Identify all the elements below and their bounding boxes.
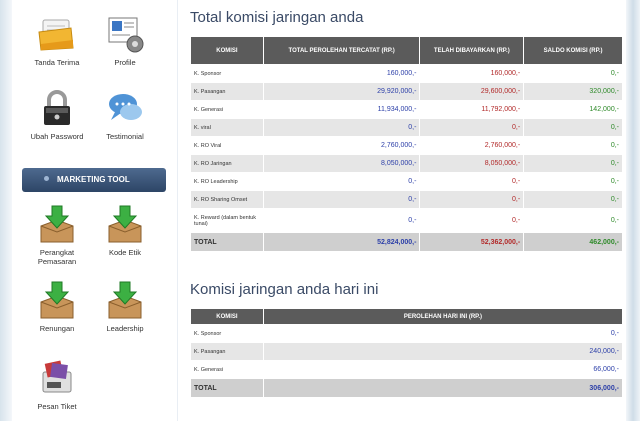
komisi-cell: K. viral bbox=[191, 119, 264, 137]
table-row bbox=[191, 83, 623, 101]
paid-cell: 29,600,000,- bbox=[420, 83, 524, 101]
komisi-cell: K. Pasangan bbox=[191, 343, 264, 361]
today-value-cell: 0,- bbox=[263, 325, 622, 343]
balance-cell: 0,- bbox=[524, 65, 623, 83]
today-value-cell: 66,000,- bbox=[263, 361, 622, 379]
total-label: TOTAL bbox=[191, 233, 264, 252]
paid-cell: 2,760,000,- bbox=[420, 137, 524, 155]
total-cell: 11,934,000,- bbox=[263, 101, 420, 119]
profile-settings-icon bbox=[105, 14, 145, 54]
total-cell: 0,- bbox=[263, 209, 420, 233]
total-row bbox=[191, 379, 623, 398]
komisi-cell: K. Generasi bbox=[191, 101, 264, 119]
total-cell: 2,760,000,- bbox=[263, 137, 420, 155]
komisi-cell: K. Generasi bbox=[191, 361, 264, 379]
balance-cell: 0,- bbox=[524, 209, 623, 233]
leadership-tile[interactable] bbox=[90, 280, 160, 333]
download-box-icon bbox=[37, 204, 77, 244]
main-content bbox=[178, 0, 626, 421]
column-header: KOMISI bbox=[191, 37, 264, 65]
balance-cell: 142,000,- bbox=[524, 101, 623, 119]
komisi-cell: K. RO Leadership bbox=[191, 173, 264, 191]
table-row bbox=[191, 65, 623, 83]
column-header: PEROLEHAN HARI INI (RP.) bbox=[263, 309, 622, 325]
balance-cell: 0,- bbox=[524, 137, 623, 155]
table-row bbox=[191, 343, 623, 361]
balance-cell: 0,- bbox=[524, 191, 623, 209]
paid-cell: 0,- bbox=[420, 119, 524, 137]
total-cell: 160,000,- bbox=[263, 65, 420, 83]
today-value-cell: 306,000,- bbox=[263, 379, 622, 398]
tile-label: Perangkat Pemasaran bbox=[37, 248, 77, 266]
tanda-terima-tile[interactable] bbox=[22, 14, 92, 67]
total-cell: 52,824,000,- bbox=[263, 233, 420, 252]
tile-label: Testimonial bbox=[106, 132, 144, 141]
paid-cell: 11,792,000,- bbox=[420, 101, 524, 119]
marketing-tool-header: MARKETING TOOL bbox=[22, 168, 166, 192]
background-right-decoration bbox=[626, 0, 640, 421]
tile-label: Ubah Password bbox=[30, 132, 84, 141]
total-label: TOTAL bbox=[191, 379, 264, 398]
padlock-icon bbox=[37, 88, 77, 128]
komisi-cell: K. RO Sharing Omset bbox=[191, 191, 264, 209]
profile-tile[interactable] bbox=[90, 14, 160, 67]
total-commission-table bbox=[190, 36, 623, 252]
paid-cell: 160,000,- bbox=[420, 65, 524, 83]
table-row bbox=[191, 361, 623, 379]
balance-cell: 0,- bbox=[524, 155, 623, 173]
total-cell: 0,- bbox=[263, 119, 420, 137]
total-row bbox=[191, 233, 623, 252]
paid-cell: 0,- bbox=[420, 209, 524, 233]
total-cell: 29,920,000,- bbox=[263, 83, 420, 101]
column-header: KOMISI bbox=[191, 309, 264, 325]
today-commission-table bbox=[190, 308, 623, 398]
column-header: TOTAL PEROLEHAN TERCATAT (RP.) bbox=[263, 37, 420, 65]
komisi-cell: K. Pasangan bbox=[191, 83, 264, 101]
table-row bbox=[191, 325, 623, 343]
balance-cell: 0,- bbox=[524, 119, 623, 137]
komisi-cell: K. RO Jaringan bbox=[191, 155, 264, 173]
table-row bbox=[191, 101, 623, 119]
tile-label: Leadership bbox=[106, 324, 144, 333]
komisi-cell: K. Reward (dalam bentuk tunai) bbox=[191, 209, 264, 233]
table-row bbox=[191, 119, 623, 137]
tile-label: Profile bbox=[114, 58, 136, 67]
total-cell: 0,- bbox=[263, 173, 420, 191]
testimonial-tile[interactable] bbox=[90, 88, 160, 141]
balance-cell: 320,000,- bbox=[524, 83, 623, 101]
ubah-password-tile[interactable] bbox=[22, 88, 92, 141]
sidebar bbox=[12, 0, 177, 421]
paid-cell: 52,362,000,- bbox=[420, 233, 524, 252]
table-row bbox=[191, 137, 623, 155]
total-cell: 8,050,000,- bbox=[263, 155, 420, 173]
table-row bbox=[191, 173, 623, 191]
komisi-cell: K. Sponsor bbox=[191, 65, 264, 83]
tile-label: Pesan Tiket bbox=[37, 402, 77, 411]
komisi-cell: K. RO Viral bbox=[191, 137, 264, 155]
tile-label: Renungan bbox=[39, 324, 75, 333]
balance-cell: 462,000,- bbox=[524, 233, 623, 252]
today-value-cell: 240,000,- bbox=[263, 343, 622, 361]
tile-label: Kode Etik bbox=[108, 248, 142, 257]
paid-cell: 8,050,000,- bbox=[420, 155, 524, 173]
chat-bubbles-icon bbox=[105, 88, 145, 128]
download-box-icon bbox=[105, 280, 145, 320]
column-header: SALDO KOMISI (RP.) bbox=[524, 37, 623, 65]
kode-etik-tile[interactable] bbox=[90, 204, 160, 257]
bullet-icon bbox=[44, 176, 49, 181]
tile-label: Tanda Terima bbox=[34, 58, 80, 67]
table-row bbox=[191, 155, 623, 173]
balance-cell: 0,- bbox=[524, 173, 623, 191]
total-cell: 0,- bbox=[263, 191, 420, 209]
download-box-icon bbox=[37, 280, 77, 320]
today-commission-title: Komisi jaringan anda hari ini bbox=[190, 281, 379, 298]
paid-cell: 0,- bbox=[420, 191, 524, 209]
total-commission-title: Total komisi jaringan anda bbox=[190, 9, 364, 26]
background-left-decoration bbox=[0, 0, 12, 421]
table-row bbox=[191, 191, 623, 209]
download-box-icon bbox=[105, 204, 145, 244]
renungan-tile[interactable] bbox=[22, 280, 92, 333]
folder-receipt-icon bbox=[37, 14, 77, 54]
perangkat-pemasaran-tile[interactable] bbox=[22, 204, 92, 266]
paid-cell: 0,- bbox=[420, 173, 524, 191]
pesan-tiket-tile[interactable] bbox=[22, 358, 92, 411]
table-row bbox=[191, 209, 623, 233]
column-header: TELAH DIBAYARKAN (RP.) bbox=[420, 37, 524, 65]
komisi-cell: K. Sponsor bbox=[191, 325, 264, 343]
ticket-machine-icon bbox=[37, 358, 77, 398]
